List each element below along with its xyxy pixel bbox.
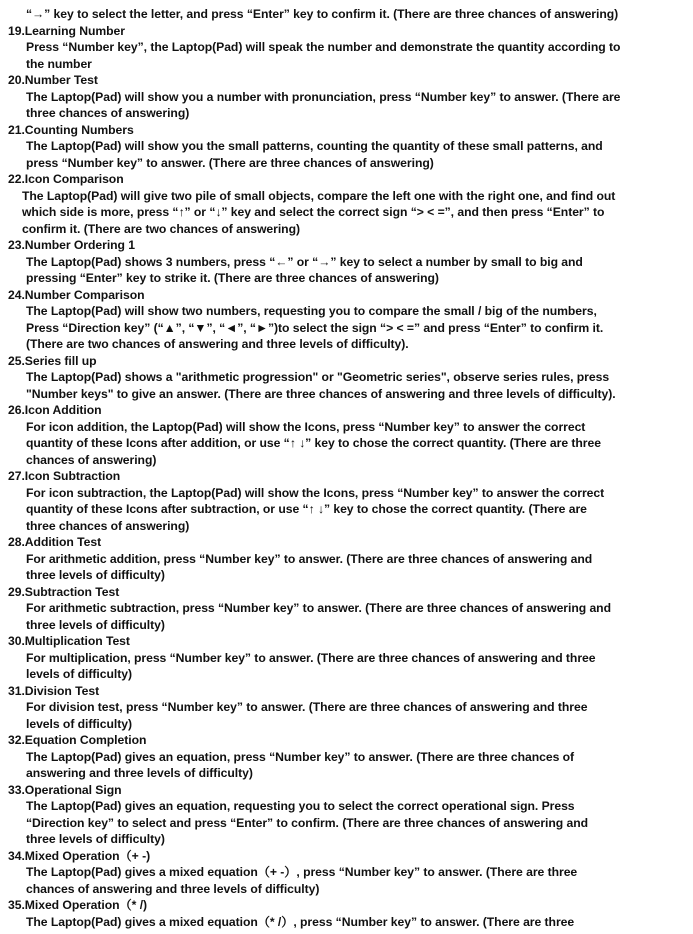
section-text-line: For icon addition, the Laptop(Pad) will show the Icons, press “Number key” to answer the correct (26, 419, 586, 434)
section-text-line: The Laptop(Pad) gives a mixed equation（* /）, press “Number key” to answer. (There are three (26, 914, 575, 929)
section-text-line: “Direction key” to select and press “Enter” to confirm. (There are three chances of answering and (26, 815, 589, 830)
instruction-section (8, 897, 689, 930)
section-text-line: Press “Number key”, the Laptop(Pad) will speak the number and demonstrate the quantity according to (26, 40, 621, 54)
section-text-line: three levels of difficulty) (26, 617, 165, 632)
instruction-section (8, 732, 689, 782)
instruction-section (8, 72, 689, 122)
section-text-line: For icon subtraction, the Laptop(Pad) will show the Icons, press “Number key” to answer the correct (26, 485, 605, 500)
instruction-section (8, 534, 689, 584)
instruction-section (8, 353, 689, 403)
instruction-section (8, 848, 689, 898)
section-heading: 35.Mixed Operation（* /) (8, 898, 148, 912)
section-text-line: The Laptop(Pad) will give two pile of small objects, compare the left one with the right one, and find out (22, 188, 616, 203)
section-heading: 19.Learning Number (8, 23, 125, 38)
section-heading: 27.Icon Subtraction (8, 469, 121, 483)
section-text-line: The Laptop(Pad) shows a "arithmetic progression" or "Geometric series", observe series rules, press (26, 370, 610, 384)
section-text-line: three levels of difficulty) (26, 832, 165, 846)
section-heading: 32.Equation Completion (8, 733, 147, 747)
section-heading: 25.Series fill up (8, 353, 97, 368)
section-text-line: the number (26, 56, 92, 71)
section-text-line: pressing “Enter” key to strike it. (There are three chances of answering) (26, 271, 439, 285)
instruction-section (8, 468, 689, 534)
section-text-line: levels of difficulty) (26, 667, 132, 681)
instruction-section (8, 782, 689, 848)
section-heading: 29.Subtraction Test (8, 584, 120, 599)
section-heading: 30.Multiplication Test (8, 634, 130, 648)
section-text-line: The Laptop(Pad) gives an equation, requesting you to select the correct operational sign. Press (26, 799, 575, 813)
section-text-line: quantity of these Icons after subtraction, or use “↑ ↓” key to chose the correct quantity. (There are (26, 502, 587, 516)
section-heading: 31.Division Test (8, 683, 100, 698)
section-heading: 22.Icon Comparison (8, 172, 124, 186)
intro-line: “→” key to select the letter, and press “Enter” key to confirm it. (There are three chances of answering) (26, 7, 619, 21)
section-text-line: The Laptop(Pad) will show you a number with pronunciation, press “Number key” to answer. (There are (26, 89, 621, 104)
instruction-section (8, 237, 689, 287)
section-heading: 26.Icon Addition (8, 403, 102, 417)
section-heading: 24.Number Comparison (8, 287, 145, 302)
instruction-section (8, 402, 689, 468)
section-text-line: levels of difficulty) (26, 716, 132, 731)
section-heading: 21.Counting Numbers (8, 122, 134, 137)
section-heading: 28.Addition Test (8, 535, 102, 549)
section-text-line: three chances of answering) (26, 518, 190, 533)
section-text-line: The Laptop(Pad) will show you the small patterns, counting the quantity of these small patterns, and (26, 139, 603, 153)
instruction-section (8, 122, 689, 172)
section-text-line: The Laptop(Pad) will show two numbers, requesting you to compare the small / big of the numbers, (26, 304, 597, 318)
instruction-section (8, 584, 689, 634)
section-text-line: press “Number key” to answer. (There are three chances of answering) (26, 155, 434, 170)
section-text-line: The Laptop(Pad) gives an equation, press “Number key” to answer. (There are three chances of (26, 749, 575, 764)
section-text-line: For multiplication, press “Number key” to answer. (There are three chances of answering and three (26, 650, 596, 665)
instruction-section (8, 23, 689, 73)
section-text-line: chances of answering) (26, 452, 157, 467)
section-text-line: confirm it. (There are two chances of answering) (22, 221, 300, 236)
section-text-line: For arithmetic subtraction, press “Number key” to answer. (There are three chances of answering and (26, 601, 611, 615)
section-text-line: quantity of these Icons after addition, or use “↑ ↓” key to chose the correct quantity. (There are three (26, 436, 601, 450)
section-text-line: three chances of answering) (26, 106, 190, 120)
instruction-section (8, 287, 689, 353)
section-text-line: (There are two chances of answering and three levels of difficulty). (26, 337, 409, 351)
section-text-line: which side is more, press “↑” or “↓” key and select the correct sign “> < =”, and then press “Enter” to (22, 205, 605, 219)
instruction-section (8, 683, 689, 733)
section-heading: 20.Number Test (8, 73, 98, 87)
section-text-line: For arithmetic addition, press “Number key” to answer. (There are three chances of answering and (26, 551, 593, 566)
section-text-line: The Laptop(Pad) shows 3 numbers, press “←” or “→” key to select a number by small to big and (26, 254, 583, 269)
section-heading: 23.Number Ordering 1 (8, 238, 136, 252)
section-text-line: chances of answering and three levels of difficulty) (26, 881, 320, 896)
section-text-line: For division test, press “Number key” to answer. (There are three chances of answering and three (26, 700, 588, 714)
section-text-line: Press “Direction key” (“▲”, “▼”, “◄”, “►”)to select the sign “> < =” and press “Enter” to confirm it. (26, 320, 604, 335)
section-text-line: answering and three levels of difficulty) (26, 766, 253, 780)
instruction-section (8, 633, 689, 683)
section-text-line: three levels of difficulty) (26, 568, 165, 582)
section-heading: 33.Operational Sign (8, 782, 122, 797)
section-text-line: The Laptop(Pad) gives a mixed equation（+ -）, press “Number key” to answer. (There are three (26, 865, 578, 879)
section-heading: 34.Mixed Operation（+ -) (8, 848, 151, 863)
instruction-section (8, 171, 689, 237)
instruction-list (8, 23, 689, 931)
section-text-line: "Number keys" to give an answer. (There are three chances of answering and three levels of difficulty). (26, 386, 616, 401)
